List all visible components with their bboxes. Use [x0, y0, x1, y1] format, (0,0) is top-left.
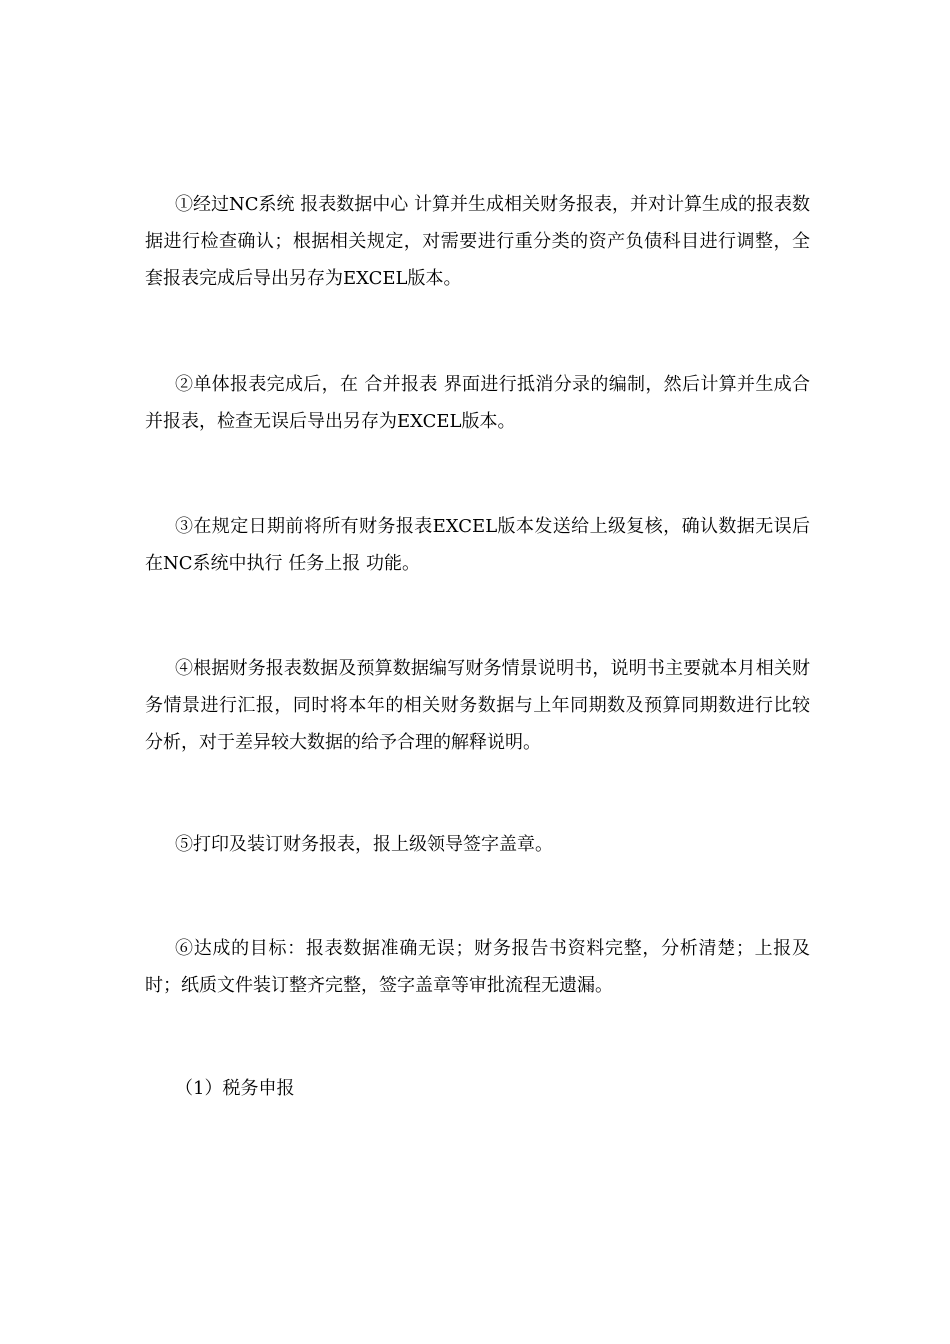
paragraph-print-binding: ⑤打印及装订财务报表，报上级领导签字盖章。	[175, 834, 553, 855]
paragraph-consolidated-report: ②单体报表完成后，在 合并报表 界面进行抵消分录的编制，然后计算并生成合并报表，检查无误后导出另存为EXCEL版本。	[145, 374, 810, 432]
paragraph-task-submission: ③在规定日期前将所有财务报表EXCEL版本发送给上级复核，确认数据无误后在NC系统中执行 任务上报 功能。	[145, 516, 810, 574]
section-heading-tax-declaration: （1）税务申报	[175, 1078, 295, 1099]
paragraph-financial-statement: ④根据财务报表数据及预算数据编写财务情景说明书，说明书主要就本月相关财务情景进行汇报，同时将本年的相关财务数据与上年同期数及预算同期数进行比较分析，对于差异较大数据的给予合理的解释说明。	[145, 658, 810, 753]
paragraph-report-generation: ①经过NC系统 报表数据中心 计算并生成相关财务报表，并对计算生成的报表数据进行检查确认；根据相关规定，对需要进行重分类的资产负债科目进行调整，全套报表完成后导出另存为EXCEL版本。	[145, 194, 810, 289]
paragraph-goals: ⑥达成的目标：报表数据准确无误；财务报告书资料完整，分析清楚；上报及时；纸质文件装订整齐完整，签字盖章等审批流程无遗漏。	[145, 938, 810, 996]
